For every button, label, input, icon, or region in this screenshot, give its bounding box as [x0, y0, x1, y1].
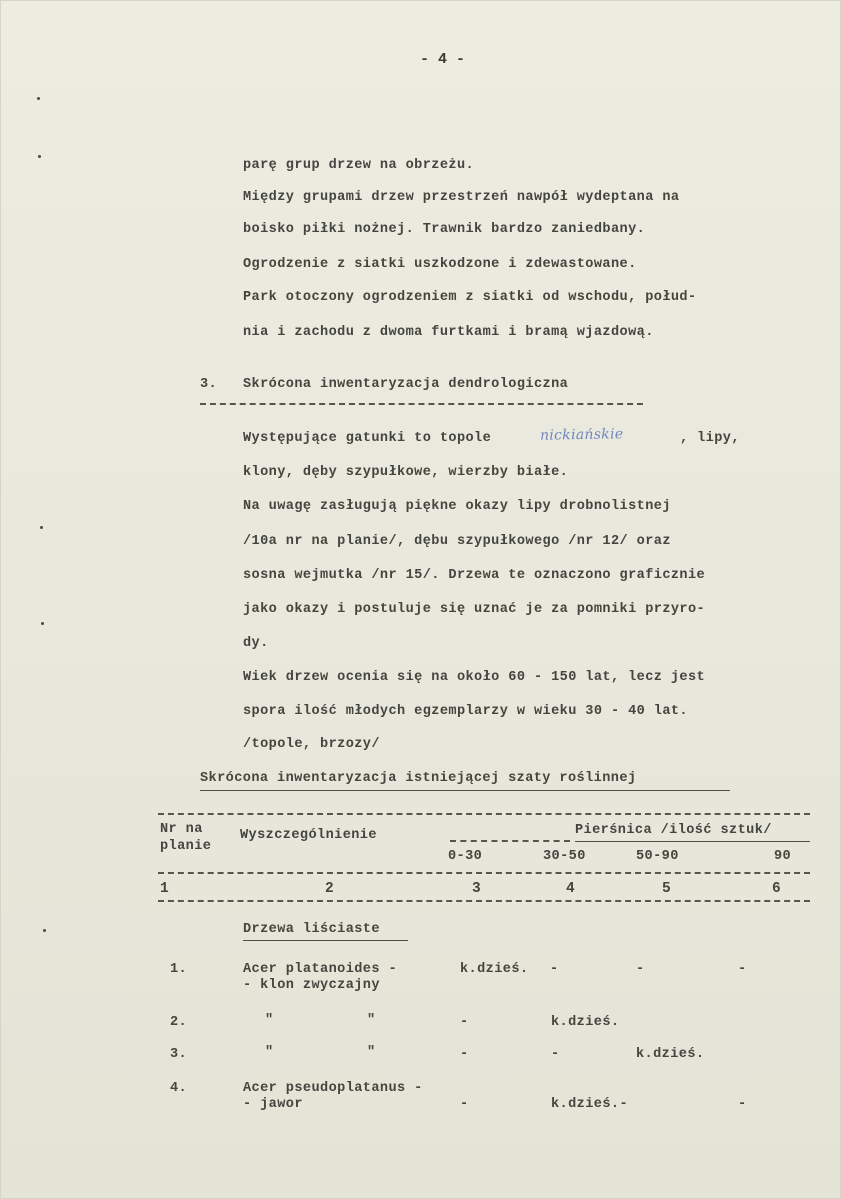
section-line: /topole, brzozy/ [243, 737, 380, 752]
header-col-90: 90 [774, 849, 792, 864]
section-line: Wiek drzew ocenia się na około 60 - 150 lat, lecz jest [243, 670, 706, 685]
column-number: 2 [325, 881, 335, 897]
margin-speck [43, 929, 46, 932]
section-line: Występujące gatunki to topole [243, 431, 492, 446]
row-nr: 1. [170, 962, 188, 977]
paragraph-line: Między grupami drzew przestrzeń nawpół wydeptana na [243, 190, 680, 205]
group-label-underline [243, 940, 408, 941]
row-cell-30-50: k.dzieś. [551, 1015, 620, 1030]
row-ditto: " [367, 1045, 376, 1060]
page-number: - 4 - [420, 51, 466, 68]
section-line: /10a nr na planie/, dębu szypułkowego /nr 12/ oraz [243, 534, 671, 549]
paragraph-line: boisko piłki nożnej. Trawnik bardzo zaniedbany. [243, 222, 646, 237]
paragraph-line: nia i zachodu z dwoma furtkami i bramą wjazdową. [243, 325, 654, 340]
header-nr-line1: Nr na [160, 822, 203, 837]
section-line: dy. [243, 636, 269, 651]
paragraph-line: Ogrodzenie z siatki uszkodzone i zdewastowane. [243, 257, 637, 272]
table-top-dashed-rule [158, 813, 810, 815]
header-name: Wyszczególnienie [240, 828, 377, 843]
margin-speck [38, 155, 41, 158]
row-cell-90: - [738, 1097, 747, 1112]
header-group: Pierśnica /ilość sztuk/ [575, 823, 772, 838]
column-number: 4 [566, 881, 576, 897]
section-line: , lipy, [680, 431, 740, 446]
row-cell-0-30: - [460, 1015, 469, 1030]
section-number: 3. [200, 377, 218, 392]
header-col-0-30: 0-30 [448, 849, 483, 864]
row-cell-30-50: k.dzieś.- [551, 1097, 629, 1112]
row-cell-0-30: k.dzieś. [460, 962, 529, 977]
row-cell-0-30: - [460, 1097, 469, 1112]
row-cell-30-50: - [550, 962, 559, 977]
row-nr: 2. [170, 1015, 188, 1030]
section-line: klony, dęby szypułkowe, wierzby białe. [243, 465, 569, 480]
row-name: Acer pseudoplatanus - [243, 1081, 423, 1096]
header-nr-line2: planie [160, 839, 212, 854]
header-col-50-90: 50-90 [636, 849, 679, 864]
row-ditto: " [367, 1013, 376, 1028]
row-name: Acer platanoides - [243, 962, 398, 977]
column-number: 1 [160, 881, 170, 897]
margin-speck [37, 97, 40, 100]
column-number: 3 [472, 881, 482, 897]
section-line: jako okazy i postuluje się uznać je za pomniki przyro- [243, 602, 706, 617]
row-nr: 4. [170, 1081, 188, 1096]
section-title-dashed-underline [200, 403, 643, 405]
row-cell-50-90: - [636, 962, 645, 977]
section-line: sosna wejmutka /nr 15/. Drzewa te oznaczono graficznie [243, 568, 706, 583]
row-ditto: " [265, 1013, 274, 1028]
column-number: 5 [662, 881, 672, 897]
section-line: spora ilość młodych egzemplarzy w wieku 30 - 40 lat. [243, 704, 688, 719]
row-ditto: " [265, 1045, 274, 1060]
paragraph-line: parę grup drzew na obrzeżu. [243, 158, 475, 173]
row-cell-90: - [738, 962, 747, 977]
table-title-underline [200, 790, 730, 791]
column-number-dashed-rule [158, 900, 810, 902]
header-col-30-50: 30-50 [543, 849, 586, 864]
header-group-dash [450, 840, 570, 842]
paragraph-line: Park otoczony ogrodzeniem z siatki od wschodu, połud- [243, 290, 697, 305]
row-name-cont: - jawor [243, 1097, 303, 1112]
header-bottom-dashed-rule [158, 872, 810, 874]
row-cell-30-50: - [551, 1047, 560, 1062]
margin-speck [41, 622, 44, 625]
section-line: Na uwagę zasługują piękne okazy lipy drobnolistnej [243, 499, 671, 514]
margin-speck [40, 526, 43, 529]
handwritten-annotation: nickiańskie [539, 426, 624, 444]
row-cell-0-30: - [460, 1047, 469, 1062]
table-title: Skrócona inwentaryzacja istniejącej szaty roślinnej [200, 771, 637, 786]
row-name-cont: - klon zwyczajny [243, 978, 380, 993]
section-title: Skrócona inwentaryzacja dendrologiczna [243, 377, 569, 392]
row-cell-50-90: k.dzieś. [636, 1047, 705, 1062]
row-nr: 3. [170, 1047, 188, 1062]
column-number: 6 [772, 881, 782, 897]
group-label: Drzewa liściaste [243, 922, 380, 937]
header-group-underline [575, 841, 810, 842]
